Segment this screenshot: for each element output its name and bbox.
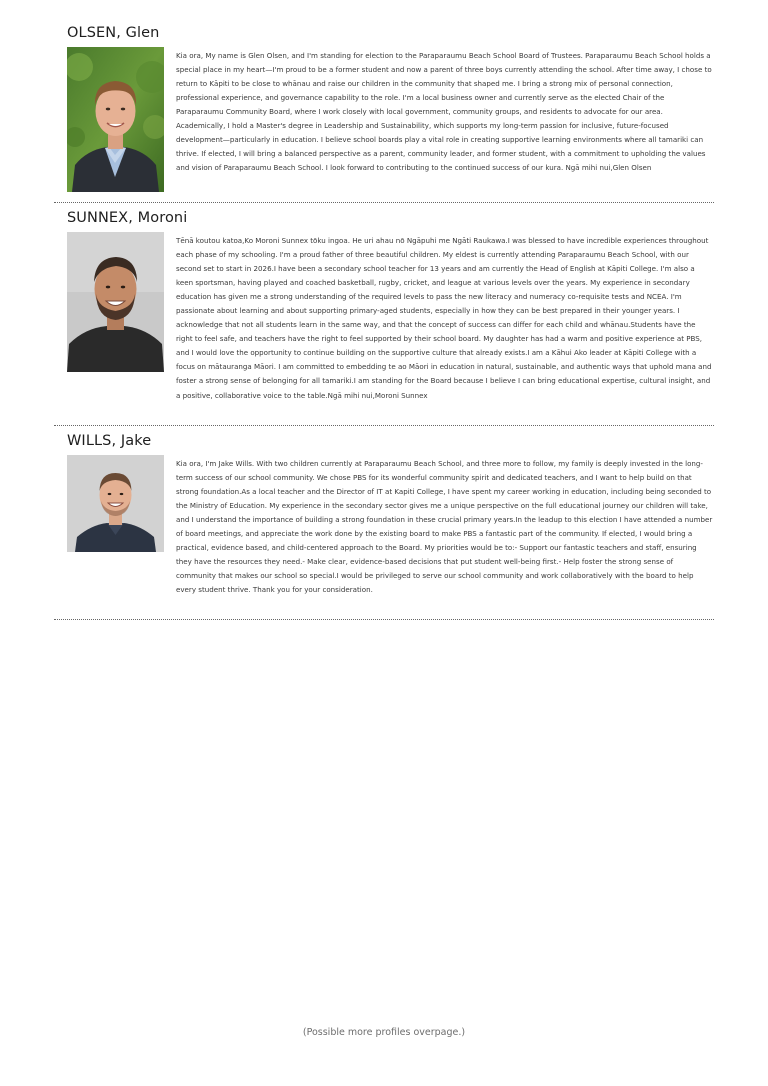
candidate-bio: Tēnā koutou katoa,Ko Moroni Sunnex tōku ingoa. He uri ahau nō Ngāpuhi me Ngāti Raukawa.I was blessed to have incredible experiences throughout each phase of my schooling. I'm a proud father of three beautiful children. My eldest is currently attending Paraparaumu Beach School, with our second set to start in 2026.I have been a secondary school teacher for 13 years and am currently the Head of English at Kāpiti College. I'm also a keen sportsman, having played and coached basketball, rugby, cricket, and league at various levels over the years. My experience in secondary education has given me a strong understanding of the required levels to pass the new literacy and numeracy co-requisite tests and NCEA. I'm passionate about learning and about supporting primary-aged students, especially in how they can be best prepared in their younger years. I acknowledge that not all students learn in the same way, and that the concept of success can differ for each child and whānau.Students have the right to feel safe, and teachers have the right to feel supported by their school board. My daughter has had a warm and positive experience at PBS, and I would love the opportunity to continue building on the supportive culture that already exists.I am a Kāhui Ako leader at Kāpiti College with a focus on mātauranga Māori. I am committed to embedding te ao Māori in education in natural, sustainable, and authentic ways that uphold mana and foster a strong sense of belonging for all tamariki.I am standing for the Board because I believe I can bring educational expertise, cultural insight, and a positive, collaborative voice to the table.Ngā mihi nui,Moroni Sunnex: [176, 236, 712, 400]
portrait-image: [67, 455, 164, 552]
candidate-photo: [67, 232, 164, 372]
candidate-bio: Kia ora, I'm Jake Wills. With two children currently at Paraparaumu Beach School, and three more to follow, my family is deeply invested in the long-term success of our school community. We chose PBS for its wonderful community spirit and dedicated teachers, and I want to help build on that strong foundation.As a local teacher and the Director of IT at Kapiti College, I have spent my career working in education, including being seconded to the Ministry of Education. My experience in the secondary sector gives me a unique perspective on the full educational journey our children will take, and I understand the importance of building a strong foundation in these crucial primary years.In the leadup to this election I have attended a number of board meetings, and appreciate the work done by the existing board to make PBS a fantastic part of the community. If elected, I would bring a practical, evidence based, and child-centered approach to the Board. My priorities would be to:- Support our fantastic teachers and staff, ensuring they have the resources they need.- Make clear, evidence-based decisions that put student well-being first.- Help foster the strong sense of community that makes our school so special.I would be privileged to serve our school community and work collaboratively with the board to help every student thrive. Thank you for your consideration.: [176, 459, 713, 595]
candidate-name: WILLS, Jake: [67, 433, 152, 449]
portrait-image: [67, 47, 164, 192]
section-divider: [54, 202, 714, 203]
section-divider: [54, 619, 714, 620]
candidate-photo: [67, 47, 164, 192]
footer-note: (Possible more profiles overpage.): [302, 1027, 466, 1038]
section-divider: [54, 425, 714, 426]
candidate-name: OLSEN, Glen: [67, 25, 160, 41]
portrait-image: [67, 232, 164, 372]
candidate-bio: Kia ora, My name is Glen Olsen, and I'm standing for election to the Paraparaumu Beach School Board of Trustees. Paraparaumu Beach School holds a special place in my heart—I'm proud to be a former student and now a parent of three boys currently attending the school. After time away, I chose to return to Kāpiti to be close to whānau and raise our children in the community that shaped me. I bring a strong mix of personal connection, professional experience, and governance capability to the role. I'm a local business owner and currently serve as the elected Chair of the Paraparaumu Community Board, where I work closely with local government, community groups, and residents to advocate for our area. Academically, I hold a Master's degree in Leadership and Sustainability, which supports my long-term passion for inclusive, future-focused development—particularly in education. I believe school boards play a vital role in creating supportive learning environments where all tamariki can thrive. If elected, I will bring a balanced perspective as a parent, community leader, and former student, with a commitment to upholding the values and vision of Paraparaumu Beach School. I look forward to contributing to the continued success of our kura. Ngā mihi nui,Glen Olsen: [176, 51, 712, 173]
candidate-photo: [67, 455, 164, 552]
candidate-name: SUNNEX, Moroni: [67, 210, 188, 226]
